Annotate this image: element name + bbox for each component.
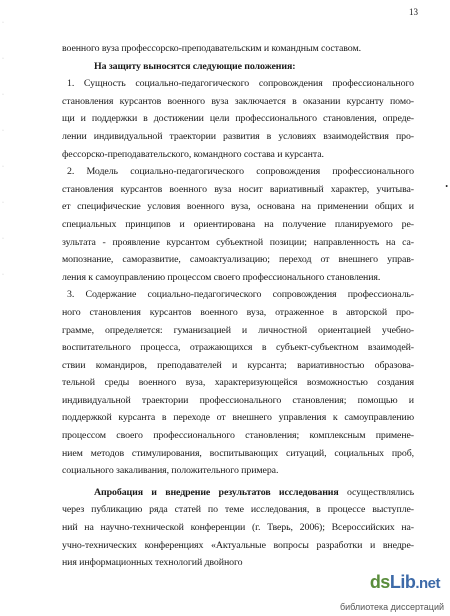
text-line: 3. Содержание социально-педагогического сопровождения профессиональ- [67, 289, 414, 301]
text-line: На защиту выносятся следующие положения: [94, 60, 296, 72]
text-line: тельной среды военного вуза, характеризующейся возможностью создания [62, 377, 414, 389]
margin-scan-marks: · · · · · · · · [2, 20, 4, 278]
text-line: учно-технических конференциях «Актуальные вопросы разработки и внедре- [62, 539, 414, 551]
text-line: через публикацию ряда статей по теме исследования, в процессе выступле- [62, 504, 414, 516]
text-line: ний на научно-технической конференции (г. Тверь, 2006); Всероссийских на- [62, 522, 414, 534]
text-line: индивидуальной траектории профессионального становления; помощью и [62, 394, 414, 406]
text-line: ствии командиров, преподавателей и курсанта; вариативностью образова- [62, 359, 414, 371]
text-line [62, 484, 414, 502]
text-line: ного становления курсантов военного вуза, отраженное в авторской про- [62, 306, 414, 318]
text-line: социального закаливания, положительного примера. [62, 465, 279, 477]
text-line: ет специфические условия военного вуза, основана на применении общих и [62, 201, 414, 213]
text-line: становления курсантов военного вуза заключается в оказании курсанту помо- [62, 95, 414, 107]
text-line: фессорско-преподавательского, командного состава и курсанта. [62, 148, 324, 160]
line-rest: осуществлялись [338, 486, 414, 498]
text-line: 2. Модель социально-педагогического сопровождения профессионального [67, 166, 414, 178]
document-body [62, 40, 414, 572]
text-line: ния информационных технологий двойного [62, 557, 243, 569]
text-line: процессом своего профессионального становления; комплексным примене- [62, 430, 414, 442]
watermark-logo-ds: ds [369, 572, 390, 592]
watermark-logo [370, 572, 440, 593]
bold-lead-in: Апробация и внедрение результатов исследования [94, 486, 339, 498]
text-line: лении индивидуальной траектории развития в условиях взаимодействия про- [62, 130, 414, 142]
text-line: грамме, определяется: гуманизацией и личностной ориентацией учебно- [62, 324, 414, 336]
watermark-logo-net: .net [415, 575, 440, 592]
text-line: становления курсантов военного вуза носит вариативный характер, учитыва- [62, 183, 414, 195]
text-line: ления к самоуправлению процессом своего профессионального становления. [62, 271, 381, 283]
watermark-logo-lib: Lib [389, 572, 416, 592]
text-line: мопознание, саморазвитие, самоактуализацию; переход от внешнего управ- [62, 254, 414, 266]
margin-mark: • [445, 182, 448, 191]
text-line: нием методов стимулирования, воспитывающих ситуаций, социальных проб, [62, 447, 414, 459]
text-line: щи и поддержки в достижении цели профессионального становления, опреде- [62, 113, 414, 125]
text-line: военного вуза профессорско-преподавательским и командным составом. [62, 43, 361, 54]
watermark-subtitle: библиотека диссертаций [339, 602, 444, 612]
page-number: 13 [409, 7, 418, 17]
watermark [294, 572, 444, 612]
text-line: зультата - проявление курсантом субъектной позиции; направленность на са- [62, 236, 414, 248]
text-line: 1. Сущность социально-педагогического сопровождения профессионального [67, 78, 414, 90]
text-line: поддержкой курсанта в переходе от внешнего управления к самоуправлению [62, 412, 414, 424]
text-line: специальных принципов и ориентирована на получение планируемого ре- [62, 218, 414, 230]
text-line: воспитательного процесса, отражающихся в субъект-субъектном взаимодей- [62, 342, 414, 354]
